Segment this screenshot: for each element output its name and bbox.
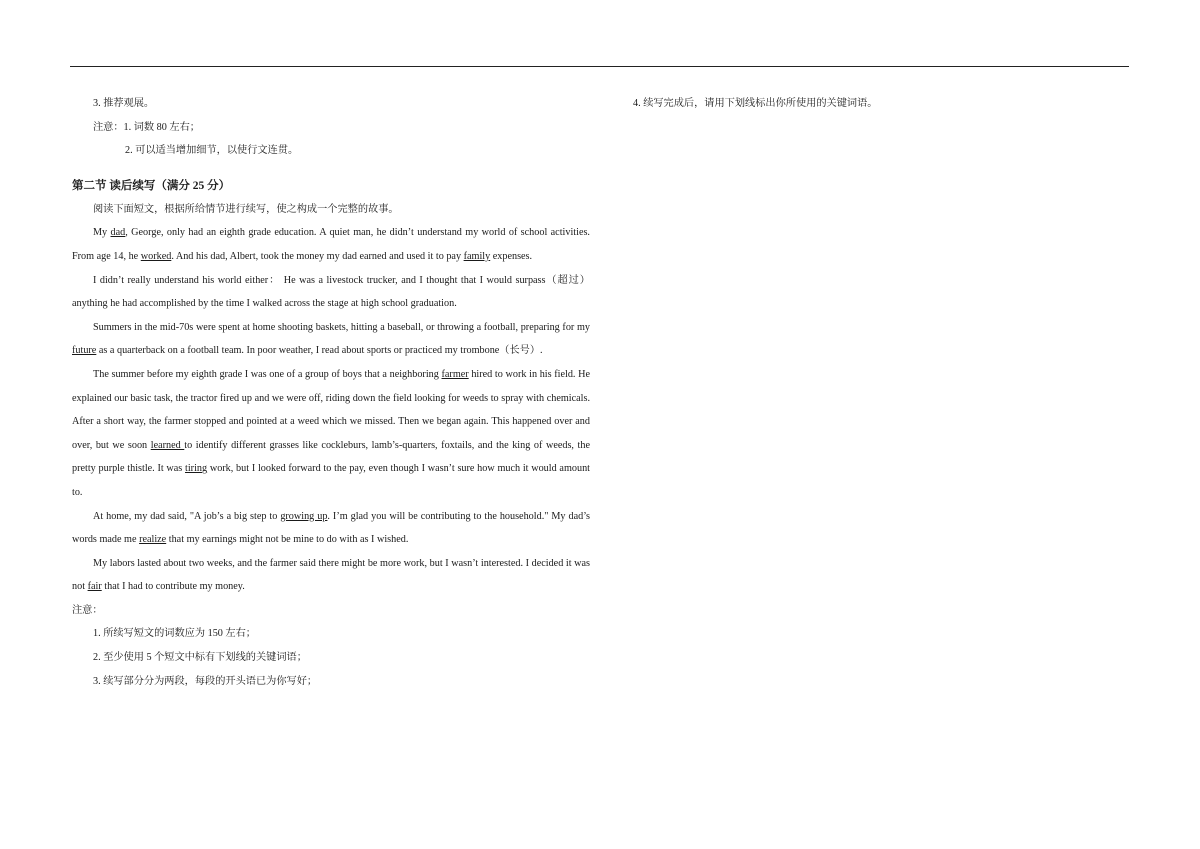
right-column — [633, 92, 1133, 116]
note-item-3: 3. 续写部分分为两段，每段的开头语已为你写好； — [93, 675, 318, 687]
keyword-future: future — [72, 345, 97, 357]
keyword-family: family — [463, 250, 491, 262]
note-item-1: 1. 所续写短文的词数应为 150 左右； — [93, 628, 256, 640]
header-rule — [70, 66, 1129, 67]
keyword-farmer: farmer — [441, 368, 469, 380]
keyword-fair: fair — [87, 581, 102, 593]
keyword-growing-up: growing up — [280, 510, 328, 522]
note-word-count: 注意：1. 词数 80 左右； — [93, 121, 200, 133]
keyword-dad: dad — [110, 227, 126, 239]
instruction: 阅读下面短文，根据所给情节进行续写，使之构成一个完整的故事。 — [93, 203, 399, 215]
story-paragraph-6: My labors lasted about two weeks, and the farmer said there might be more work, but I wasn’t interested. I decided it was not fair that I had to contribute my money. — [72, 557, 590, 593]
story-paragraph-3: Summers in the mid-70s were spent at home shooting baskets, hitting a baseball, or throwing a football, preparing for my future as a quarterback on a football team. In poor weather, I read about sports or practiced my trombone（长号）. — [72, 321, 590, 357]
notes-label: 注意： — [72, 604, 103, 616]
note-details: 2. 可以适当增加细节，以使行文连贯。 — [125, 145, 299, 157]
task-item-3: 3. 推荐观展。 — [93, 98, 155, 109]
keyword-learned: learned — [150, 439, 185, 451]
story-paragraph-1: My dad, George, only had an eighth grade education. A quiet man, he didn’t understand my world of school activities. From age 14, he worked. And his dad, Albert, took the money my dad earned and used it to pay family expenses. — [72, 227, 590, 262]
section-title: 第二节 读后续写（满分 25 分） — [72, 179, 231, 192]
keyword-worked: worked — [140, 250, 172, 262]
story-paragraph-4: The summer before my eighth grade I was one of a group of boys that a neighboring farmer hired to work in his field. He explained our basic task, the tractor fired up and we were off, riding down the field looking for weeds to spray with chemicals. After a short way, the farmer stopped and pointed at a weed which we missed. Then we began again. This happened over and over, but we soon learned to identify different grasses like cockleburs, lamb’s-quarters, foxtails, and the king of weeds, the pretty purple thistle. It was tiring work, but I looked forward to the pay, even though I wasn’t sure how much it would amount to. — [72, 368, 591, 498]
keyword-realize: realize — [139, 534, 167, 546]
story-paragraph-2: I didn’t really understand his world either： He was a livestock trucker, and I thought that I would surpass（超过）anything he had accomplished by the time I walked across the stage at high school graduation. — [72, 274, 590, 310]
keyword-tiring: tiring — [185, 463, 208, 475]
note-item-2: 2. 至少使用 5 个短文中标有下划线的关键词语； — [93, 652, 307, 664]
left-column — [72, 92, 590, 693]
story-paragraph-5: At home, my dad said, "A job’s a big step to growing up. I’m glad you will be contributing to the household." My dad’s words made me realize that my earnings might not be mine to do with as I wished. — [72, 510, 590, 546]
note-item-4: 4. 续写完成后，请用下划线标出你所使用的关键词语。 — [633, 98, 878, 109]
